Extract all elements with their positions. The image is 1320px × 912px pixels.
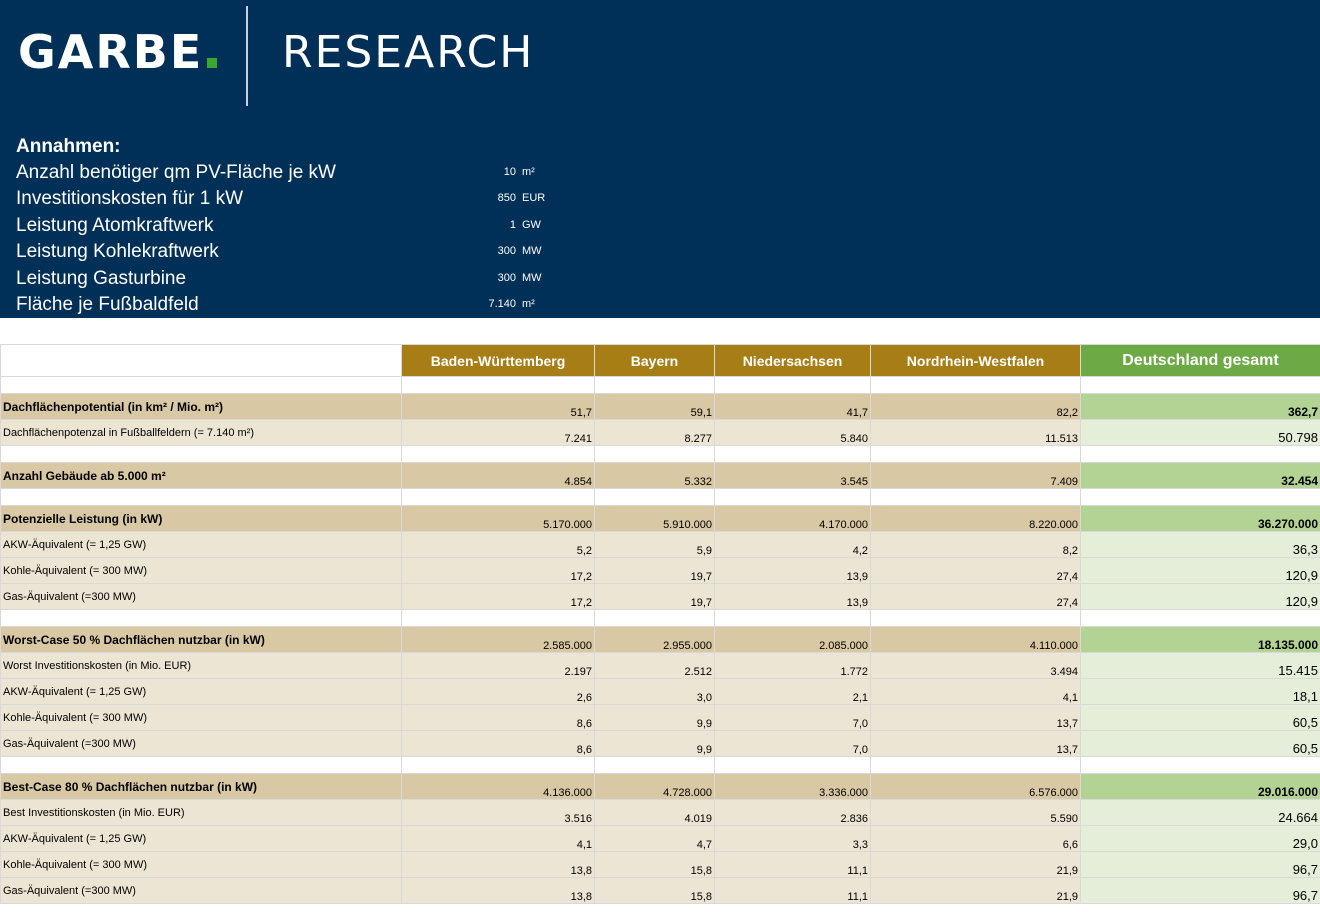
logo-dot-icon	[207, 58, 217, 68]
cell-niedersachsen: 1.772	[715, 653, 871, 679]
cell-bw: 51,7	[402, 394, 595, 420]
assumptions-title: Annahmen:	[16, 136, 121, 157]
cell-nrw: 27,4	[871, 584, 1081, 610]
assumption-value: 1	[509, 219, 516, 231]
header-blank-cell	[1, 345, 402, 377]
assumption-value: 10	[503, 166, 516, 178]
table-row	[1, 731, 1320, 757]
cell-nrw: 6,6	[871, 826, 1081, 852]
assumption-label: Leistung Atomkraftwerk	[16, 215, 214, 236]
cell-niedersachsen: 3,3	[715, 826, 871, 852]
cell-deutschland: 120,9	[1081, 584, 1320, 610]
cell-bayern: 59,1	[595, 394, 715, 420]
cell-niedersachsen: 2,1	[715, 679, 871, 705]
cell-niedersachsen: 2.836	[715, 800, 871, 826]
table-header-row	[1, 345, 1320, 377]
cell-bw: 13,8	[402, 878, 595, 904]
cell-niedersachsen: 41,7	[715, 394, 871, 420]
row-label: Dachflächenpotential (in km² / Mio. m²)	[1, 394, 402, 420]
results-table	[0, 344, 1320, 904]
spacer-row	[1, 757, 1320, 774]
cell-deutschland: 362,7	[1081, 394, 1320, 420]
cell-niedersachsen: 4,2	[715, 532, 871, 558]
header-divider	[246, 6, 248, 106]
row-label: Worst-Case 50 % Dachflächen nutzbar (in kW)	[1, 627, 402, 653]
cell-deutschland: 120,9	[1081, 558, 1320, 584]
cell-bayern: 5,9	[595, 532, 715, 558]
spacer-row	[1, 446, 1320, 463]
table-row	[1, 463, 1320, 489]
col-header-bayern: Bayern	[595, 345, 715, 377]
cell-bayern: 19,7	[595, 584, 715, 610]
cell-niedersachsen: 11,1	[715, 852, 871, 878]
table-row	[1, 627, 1320, 653]
cell-bayern: 4.019	[595, 800, 715, 826]
header-banner	[0, 0, 1320, 318]
cell-deutschland: 32.454	[1081, 463, 1320, 489]
assumption-value: 300	[497, 245, 516, 257]
table-row	[1, 532, 1320, 558]
cell-bw: 4.136.000	[402, 774, 595, 800]
col-header-nrw: Nordrhein-Westfalen	[871, 345, 1081, 377]
cell-niedersachsen: 3.545	[715, 463, 871, 489]
cell-bw: 2.197	[402, 653, 595, 679]
cell-bayern: 8.277	[595, 420, 715, 446]
assumption-unit: m²	[522, 166, 535, 178]
garbe-logo	[18, 25, 217, 79]
cell-bayern: 2.955.000	[595, 627, 715, 653]
assumption-unit: MW	[522, 272, 542, 284]
assumption-row	[16, 162, 626, 188]
cell-bayern: 4,7	[595, 826, 715, 852]
cell-bayern: 9,9	[595, 731, 715, 757]
assumption-label: Investitionskosten für 1 kW	[16, 188, 244, 209]
cell-bw: 7.241	[402, 420, 595, 446]
assumption-unit: MW	[522, 245, 542, 257]
table-row	[1, 558, 1320, 584]
cell-bw: 4.854	[402, 463, 595, 489]
row-label: Kohle-Äquivalent (= 300 MW)	[1, 705, 402, 731]
row-label: Anzahl Gebäude ab 5.000 m²	[1, 463, 402, 489]
cell-deutschland: 29,0	[1081, 826, 1320, 852]
cell-bw: 5.170.000	[402, 506, 595, 532]
cell-nrw: 8.220.000	[871, 506, 1081, 532]
assumption-value: 850	[497, 192, 516, 204]
logo-text: GARBE	[18, 25, 204, 79]
table-row	[1, 584, 1320, 610]
cell-bayern: 15,8	[595, 852, 715, 878]
table-row	[1, 420, 1320, 446]
table-row	[1, 705, 1320, 731]
cell-nrw: 7.409	[871, 463, 1081, 489]
cell-nrw: 8,2	[871, 532, 1081, 558]
table-row	[1, 394, 1320, 420]
assumption-value: 300	[497, 272, 516, 284]
cell-bayern: 19,7	[595, 558, 715, 584]
cell-nrw: 11.513	[871, 420, 1081, 446]
cell-niedersachsen: 13,9	[715, 584, 871, 610]
assumption-value: 7.140	[488, 298, 516, 310]
cell-deutschland: 60,5	[1081, 705, 1320, 731]
cell-bw: 2,6	[402, 679, 595, 705]
table-row	[1, 878, 1320, 904]
cell-bw: 8,6	[402, 705, 595, 731]
cell-deutschland: 18,1	[1081, 679, 1320, 705]
table-row	[1, 774, 1320, 800]
assumption-row	[16, 215, 626, 241]
cell-niedersachsen: 13,9	[715, 558, 871, 584]
row-label: Best-Case 80 % Dachflächen nutzbar (in kW)	[1, 774, 402, 800]
cell-nrw: 4.110.000	[871, 627, 1081, 653]
cell-nrw: 21,9	[871, 878, 1081, 904]
assumption-label: Leistung Gasturbine	[16, 268, 187, 289]
row-label: Dachflächenpotenzal in Fußballfeldern (= 7.140 m²)	[1, 420, 402, 446]
cell-bw: 4,1	[402, 826, 595, 852]
cell-niedersachsen: 4.170.000	[715, 506, 871, 532]
cell-deutschland: 18.135.000	[1081, 627, 1320, 653]
cell-nrw: 4,1	[871, 679, 1081, 705]
cell-nrw: 13,7	[871, 731, 1081, 757]
cell-deutschland: 96,7	[1081, 852, 1320, 878]
assumption-unit: m²	[522, 298, 535, 310]
cell-deutschland: 24.664	[1081, 800, 1320, 826]
assumption-row	[16, 294, 626, 320]
table-row	[1, 800, 1320, 826]
cell-bayern: 15,8	[595, 878, 715, 904]
cell-bw: 2.585.000	[402, 627, 595, 653]
row-label: Best Investitionskosten (in Mio. EUR)	[1, 800, 402, 826]
cell-deutschland: 36,3	[1081, 532, 1320, 558]
cell-deutschland: 96,7	[1081, 878, 1320, 904]
cell-bw: 5,2	[402, 532, 595, 558]
cell-nrw: 21,9	[871, 852, 1081, 878]
cell-nrw: 27,4	[871, 558, 1081, 584]
row-label: Worst Investitionskosten (in Mio. EUR)	[1, 653, 402, 679]
cell-nrw: 5.590	[871, 800, 1081, 826]
assumption-unit: GW	[522, 219, 541, 231]
cell-niedersachsen: 2.085.000	[715, 627, 871, 653]
cell-deutschland: 15.415	[1081, 653, 1320, 679]
cell-niedersachsen: 11,1	[715, 878, 871, 904]
assumption-label: Fläche je Fußbaldfeld	[16, 294, 199, 315]
cell-bw: 13,8	[402, 852, 595, 878]
cell-niedersachsen: 7,0	[715, 731, 871, 757]
col-header-deutschland: Deutschland gesamt	[1081, 345, 1320, 377]
cell-bw: 17,2	[402, 584, 595, 610]
table-row	[1, 653, 1320, 679]
spacer-row	[1, 489, 1320, 506]
cell-nrw: 6.576.000	[871, 774, 1081, 800]
col-header-bw: Baden-Württemberg	[402, 345, 595, 377]
col-header-niedersachsen: Niedersachsen	[715, 345, 871, 377]
cell-niedersachsen: 7,0	[715, 705, 871, 731]
assumption-row	[16, 241, 626, 267]
cell-bw: 3.516	[402, 800, 595, 826]
cell-bayern: 2.512	[595, 653, 715, 679]
cell-bw: 8,6	[402, 731, 595, 757]
spacer-row	[1, 610, 1320, 627]
cell-deutschland: 29.016.000	[1081, 774, 1320, 800]
cell-deutschland: 60,5	[1081, 731, 1320, 757]
cell-bw: 17,2	[402, 558, 595, 584]
cell-bayern: 4.728.000	[595, 774, 715, 800]
cell-niedersachsen: 3.336.000	[715, 774, 871, 800]
row-label: Gas-Äquivalent (=300 MW)	[1, 878, 402, 904]
row-label: Gas-Äquivalent (=300 MW)	[1, 584, 402, 610]
cell-deutschland: 50.798	[1081, 420, 1320, 446]
table-row	[1, 679, 1320, 705]
assumption-row	[16, 188, 626, 214]
assumption-label: Anzahl benötiger qm PV-Fläche je kW	[16, 162, 336, 183]
row-label: Kohle-Äquivalent (= 300 MW)	[1, 852, 402, 878]
cell-nrw: 82,2	[871, 394, 1081, 420]
spacer-row	[1, 377, 1320, 394]
table-row	[1, 826, 1320, 852]
assumption-unit: EUR	[522, 192, 546, 204]
cell-niedersachsen: 5.840	[715, 420, 871, 446]
row-label: AKW-Äquivalent (= 1,25 GW)	[1, 679, 402, 705]
row-label: Gas-Äquivalent (=300 MW)	[1, 731, 402, 757]
cell-bayern: 5.332	[595, 463, 715, 489]
table-row	[1, 506, 1320, 532]
assumption-label: Leistung Kohlekraftwerk	[16, 241, 219, 262]
row-label: AKW-Äquivalent (= 1,25 GW)	[1, 826, 402, 852]
assumption-row	[16, 268, 626, 294]
row-label: Potenzielle Leistung (in kW)	[1, 506, 402, 532]
cell-nrw: 13,7	[871, 705, 1081, 731]
cell-nrw: 3.494	[871, 653, 1081, 679]
cell-bayern: 9,9	[595, 705, 715, 731]
row-label: AKW-Äquivalent (= 1,25 GW)	[1, 532, 402, 558]
table-row	[1, 852, 1320, 878]
row-label: Kohle-Äquivalent (= 300 MW)	[1, 558, 402, 584]
section-title: RESEARCH	[282, 27, 535, 78]
cell-bayern: 3,0	[595, 679, 715, 705]
cell-bayern: 5.910.000	[595, 506, 715, 532]
cell-deutschland: 36.270.000	[1081, 506, 1320, 532]
